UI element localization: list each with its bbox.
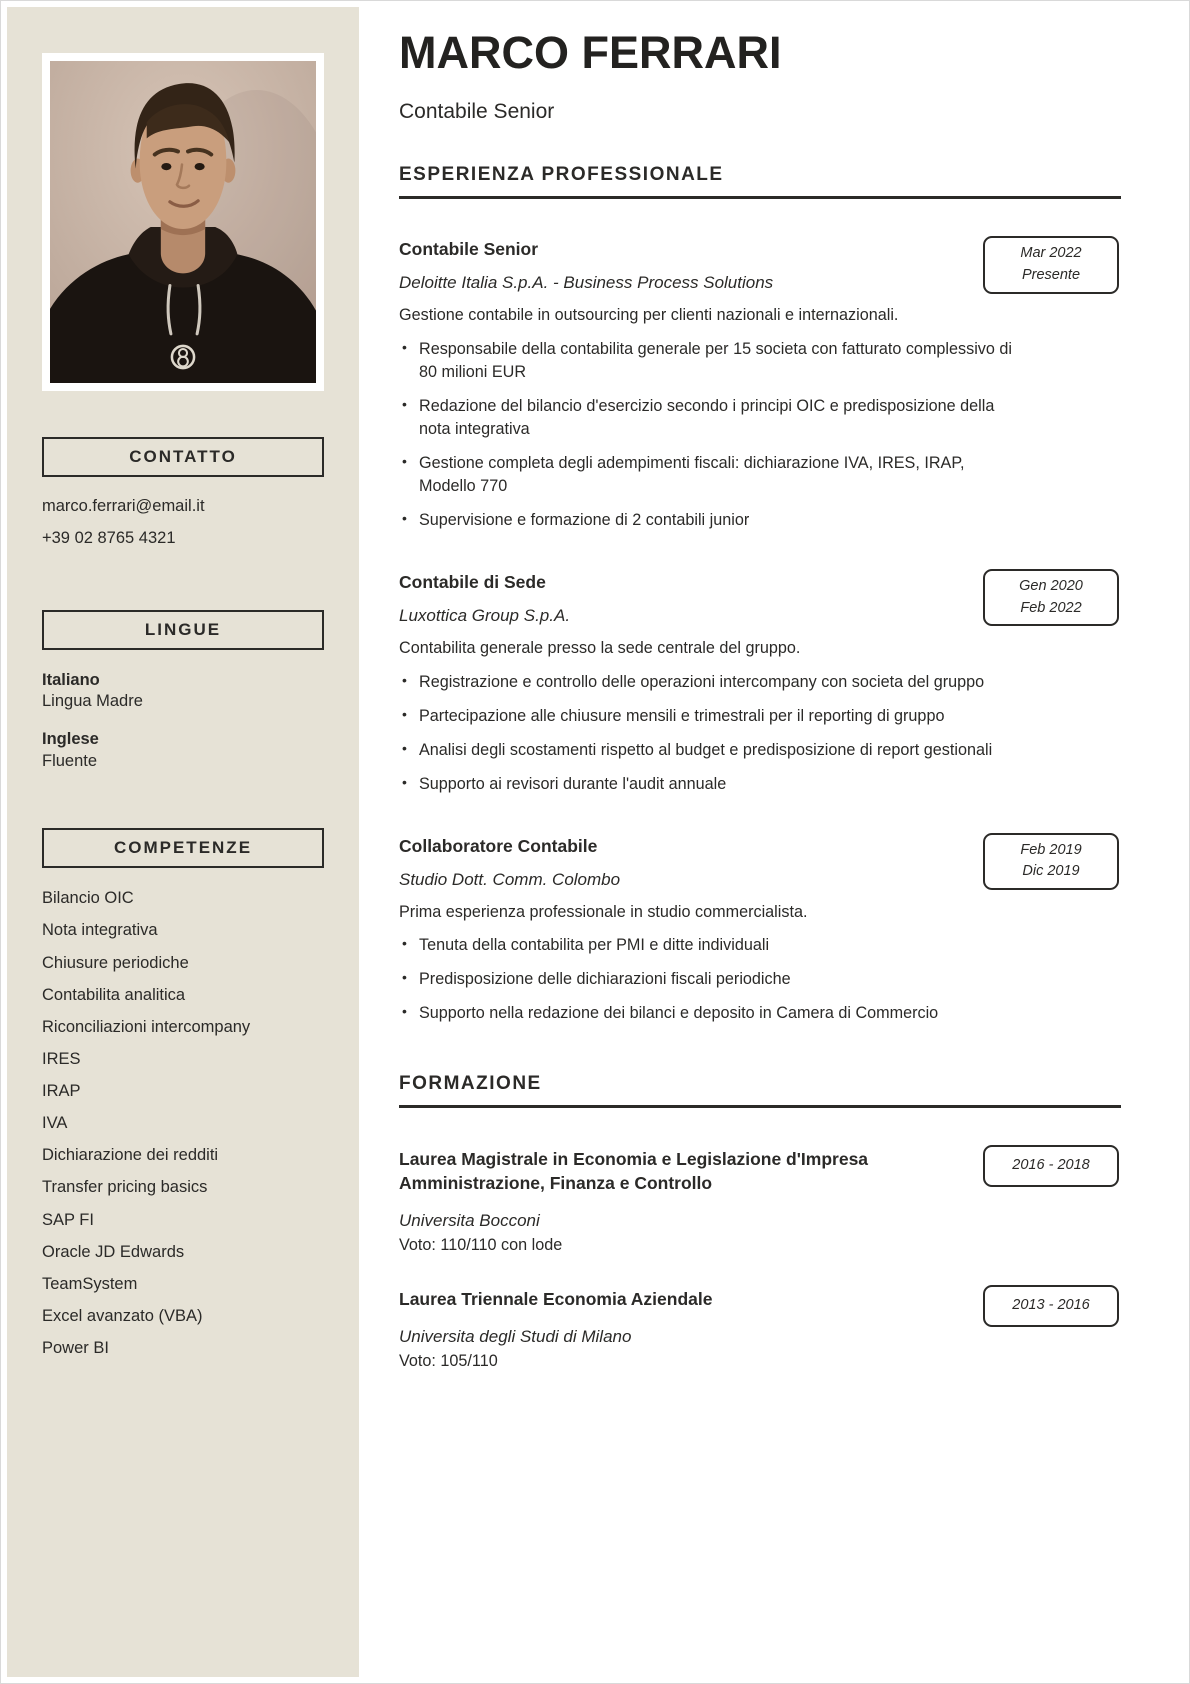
job-bullet: • Analisi degli scostamenti rispetto al budget e predisposizione di report gestionali <box>399 739 1017 762</box>
skill-item: Transfer pricing basics <box>42 1178 208 1197</box>
job-title: Contabile di Sede <box>399 571 546 592</box>
skill-item: IRAP <box>42 1082 81 1101</box>
skills-list <box>42 888 274 1358</box>
skill-item: IRES <box>42 1049 81 1068</box>
date-range-chip <box>983 569 1119 627</box>
experience-entry <box>399 239 1139 532</box>
experience-entry <box>399 836 1139 1026</box>
language-name: Italiano <box>42 670 100 689</box>
job-bullet: • Supporto ai revisori durante l'audit annuale <box>399 773 1017 796</box>
languages-section-title: LINGUE <box>144 619 222 639</box>
degree-title <box>399 1288 999 1312</box>
language-level: Lingua Madre <box>42 691 143 710</box>
degree-title <box>399 1148 999 1195</box>
date-range: 2016 - 2018 <box>1012 1157 1090 1174</box>
professional-title: Contabile Senior <box>399 100 555 124</box>
job-summary: Contabilita generale presso la sede centrale del gruppo. <box>399 638 801 657</box>
page-title: MARCO FERRARI <box>399 27 782 78</box>
job-bullet-list <box>399 934 1139 1025</box>
skill-item: TeamSystem <box>42 1274 138 1293</box>
degree-line: Amministrazione, Finanza e Controllo <box>399 1172 713 1193</box>
education-section-title: FORMAZIONE <box>399 1073 1121 1108</box>
job-bullet: • Gestione completa degli adempimenti fiscali: dichiarazione IVA, IRES, IRAP, Modello 770 <box>399 452 1017 498</box>
skill-item: IVA <box>42 1114 68 1133</box>
education-entry <box>399 1288 1139 1372</box>
date-range: 2013 - 2016 <box>1012 1297 1090 1314</box>
experience-entry <box>399 572 1139 796</box>
contact-section-header <box>42 437 324 477</box>
language-item <box>42 729 324 772</box>
skill-item: Chiusure periodiche <box>42 953 189 972</box>
contact-details <box>42 495 324 550</box>
skill-item: Dichiarazione dei redditi <box>42 1146 219 1165</box>
school-name: Universita degli Studi di Milano <box>399 1327 632 1346</box>
experience-section-title: ESPERIENZA PROFESSIONALE <box>399 164 1121 199</box>
job-bullet: • Partecipazione alle chiusure mensili e trimestrali per il reporting di gruppo <box>399 705 1017 728</box>
sidebar <box>7 7 359 1677</box>
company-name: Luxottica Group S.p.A. <box>399 605 571 625</box>
main-content <box>359 7 1183 1677</box>
degree-line: Laurea Triennale Economia Aziendale <box>399 1289 713 1310</box>
job-bullet: • Registrazione e controllo delle operazioni intercompany con societa del gruppo <box>399 671 1017 694</box>
skill-item: Nota integrativa <box>42 921 158 940</box>
contact-email: marco.ferrari@email.it <box>42 497 205 515</box>
job-bullet: • Responsabile della contabilita generale per 15 societa con fatturato complessivo di 80 milioni EUR <box>399 338 1017 384</box>
job-title: Contabile Senior <box>399 239 539 260</box>
job-bullet: • Supporto nella redazione dei bilanci e deposito in Camera di Commercio <box>399 1002 1017 1025</box>
language-name: Inglese <box>42 730 99 749</box>
skills-section-title: COMPETENZE <box>113 838 253 858</box>
job-bullet: • Supervisione e formazione di 2 contabili junior <box>399 509 1017 532</box>
job-bullet: • Redazione del bilancio d'esercizio secondo i principi OIC e predisposizione della nota integrativa <box>399 395 1017 441</box>
job-summary: Gestione contabile in outsourcing per clienti nazionali e internazionali. <box>399 306 899 325</box>
language-item <box>42 670 324 713</box>
school-name: Universita Bocconi <box>399 1210 540 1230</box>
skill-item: Oracle JD Edwards <box>42 1242 185 1261</box>
date-start: Mar 2022 <box>1020 245 1082 262</box>
languages-section-header <box>42 610 324 650</box>
date-range-chip <box>983 833 1119 891</box>
skills-section-header <box>42 828 324 868</box>
contact-section-title: CONTATTO <box>129 447 237 466</box>
date-start: Feb 2019 <box>1020 841 1082 858</box>
date-end: Feb 2022 <box>1020 599 1082 616</box>
portrait-photo <box>50 61 316 383</box>
grade-value: Voto: 110/110 con lode <box>399 1235 563 1254</box>
job-bullet: • Predisposizione delle dichiarazioni fiscali periodiche <box>399 968 1017 991</box>
company-name: Studio Dott. Comm. Colombo <box>399 869 621 889</box>
date-start: Gen 2020 <box>1019 577 1083 594</box>
job-bullet-list <box>399 338 1139 532</box>
skill-item: Excel avanzato (VBA) <box>42 1306 203 1325</box>
skill-item: Power BI <box>42 1339 109 1358</box>
date-end: Presente <box>1021 267 1081 283</box>
skill-item: Bilancio OIC <box>42 889 134 908</box>
education-entry <box>399 1148 1139 1256</box>
company-name: Deloitte Italia S.p.A. - Business Process Solutions <box>399 273 774 293</box>
job-bullet-list <box>399 671 1139 796</box>
date-range-chip <box>983 236 1119 294</box>
date-range-chip <box>983 1145 1119 1187</box>
contact-phone: +39 02 8765 4321 <box>42 529 176 548</box>
date-end: Dic 2019 <box>1022 863 1080 880</box>
skill-item: Contabilita analitica <box>42 985 186 1004</box>
photo-frame <box>42 53 324 391</box>
job-title: Collaboratore Contabile <box>399 835 598 856</box>
skill-item: Riconciliazioni intercompany <box>42 1017 251 1036</box>
job-summary: Prima esperienza professionale in studio commercialista. <box>399 902 808 921</box>
skill-item: SAP FI <box>42 1210 94 1229</box>
grade-value: Voto: 105/110 <box>399 1352 498 1370</box>
job-bullet: • Tenuta della contabilita per PMI e ditte individuali <box>399 934 1017 957</box>
date-range-chip <box>983 1285 1119 1327</box>
language-level: Fluente <box>42 751 98 770</box>
degree-line: Laurea Magistrale in Economia e Legislazione d'Impresa <box>399 1149 869 1170</box>
